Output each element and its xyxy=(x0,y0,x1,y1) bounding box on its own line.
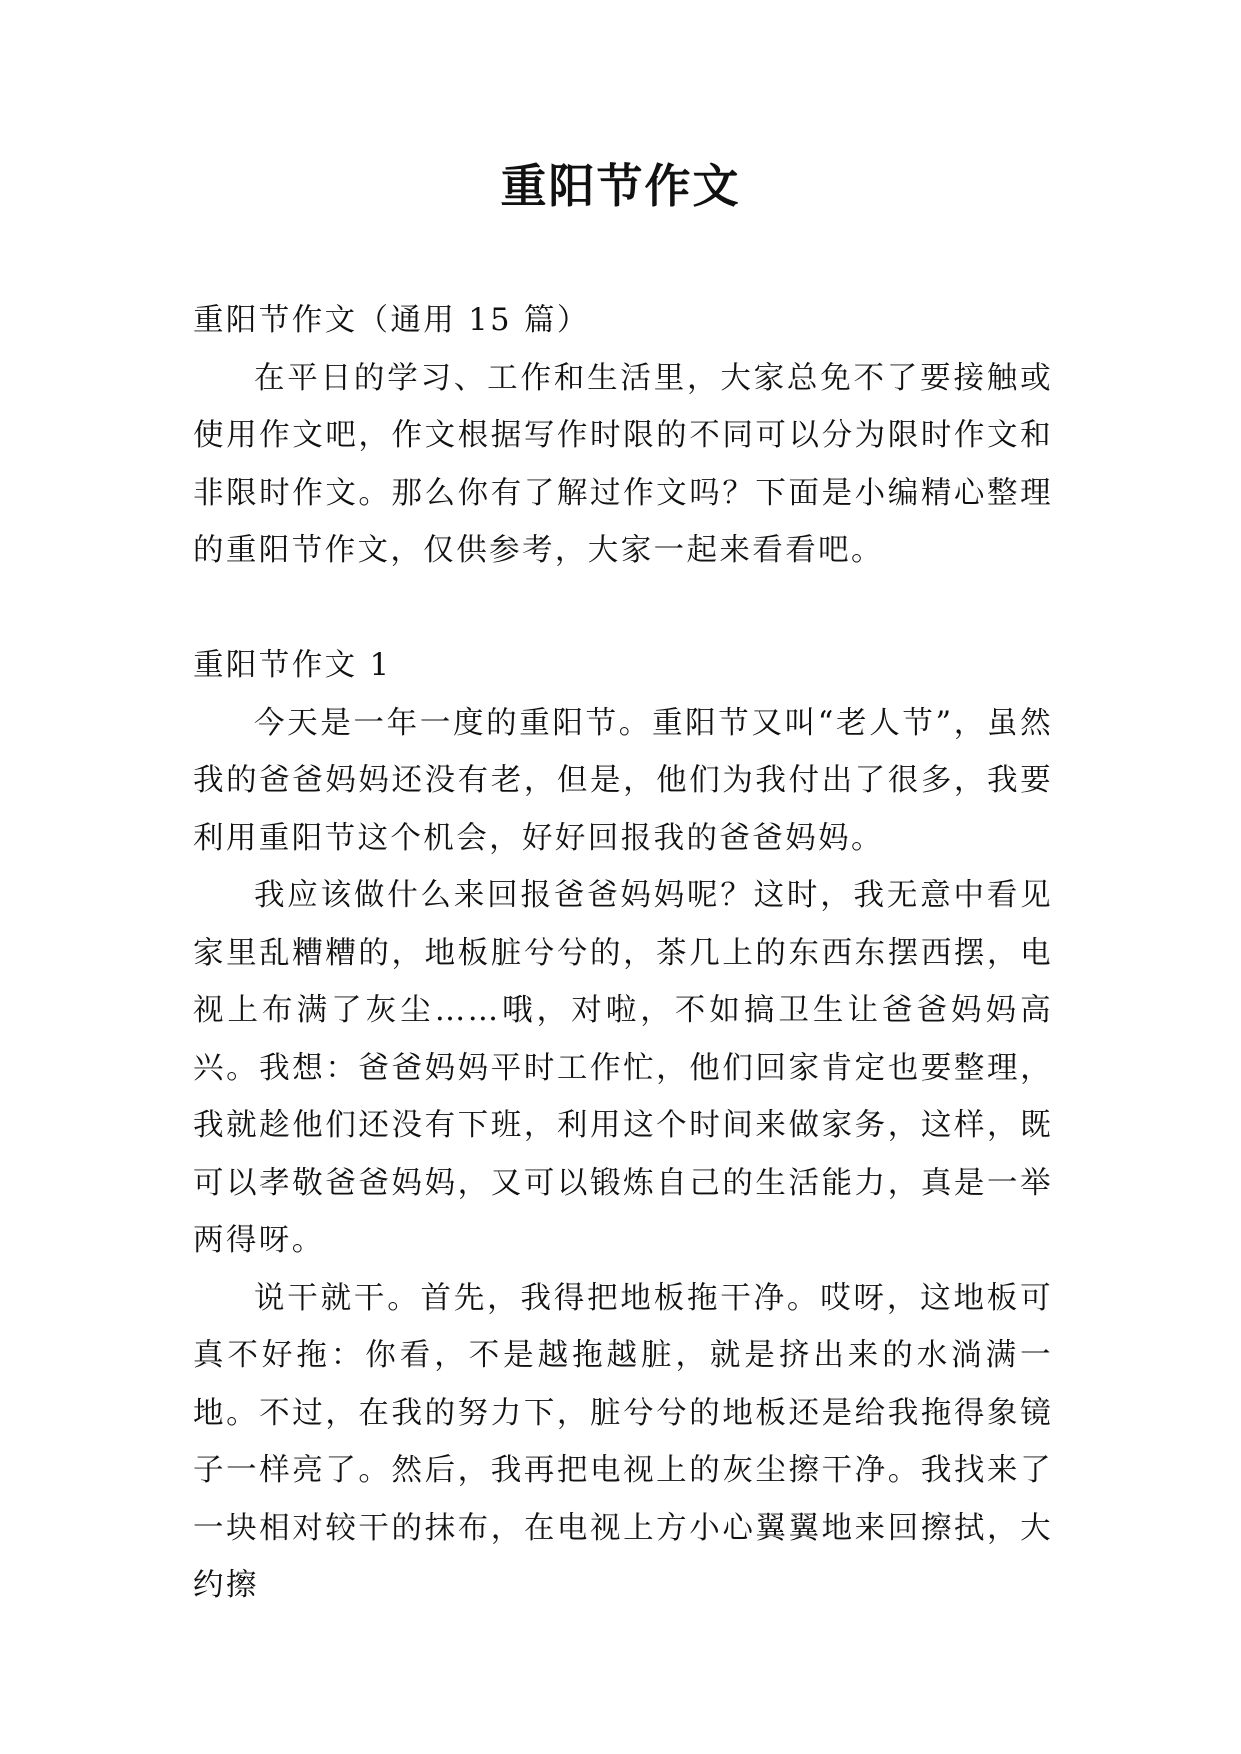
intro-paragraph: 在平日的学习、工作和生活里，大家总免不了要接触或使用作文吧，作文根据写作时限的不同可以分为限时作文和非限时作文。那么你有了解过作文吗？下面是小编精心整理的重阳节作文，仅供参考，大家一起来看看吧。 xyxy=(193,360,1053,568)
section-spacer xyxy=(193,580,1053,638)
document-title: 重阳节作文 xyxy=(500,159,741,213)
document-body xyxy=(193,292,1053,1615)
section-heading: 重阳节作文 1 xyxy=(193,648,392,683)
essay-paragraph-2: 我应该做什么来回报爸爸妈妈呢？这时，我无意中看见家里乱糟糟的，地板脏兮兮的，茶几上的东西东摆西摆，电视上布满了灰尘……哦，对啦，不如搞卫生让爸爸妈妈高兴。我想：爸爸妈妈平时工作忙，他们回家肯定也要整理，我就趁他们还没有下班，利用这个时间来做家务，这样，既可以孝敬爸爸妈妈，又可以锻炼自己的生活能力，真是一举两得呀。 xyxy=(193,878,1053,1258)
collection-subtitle: 重阳节作文（通用 15 篇） xyxy=(193,303,590,338)
essay-paragraph-3: 说干就干。首先，我得把地板拖干净。哎呀，这地板可真不好拖：你看，不是越拖越脏，就是挤出来的水淌满一地。不过，在我的努力下，脏兮兮的地板还是给我拖得象镜子一样亮了。然后，我再把电视上的灰尘擦干净。我找来了一块相对较干的抹布，在电视上方小心翼翼地来回擦拭，大约擦 xyxy=(193,1280,1053,1603)
essay-paragraph-1: 今天是一年一度的重阳节。重阳节又叫“老人节”，虽然我的爸爸妈妈还没有老，但是，他们为我付出了很多，我要利用重阳节这个机会，好好回报我的爸爸妈妈。 xyxy=(193,705,1053,856)
